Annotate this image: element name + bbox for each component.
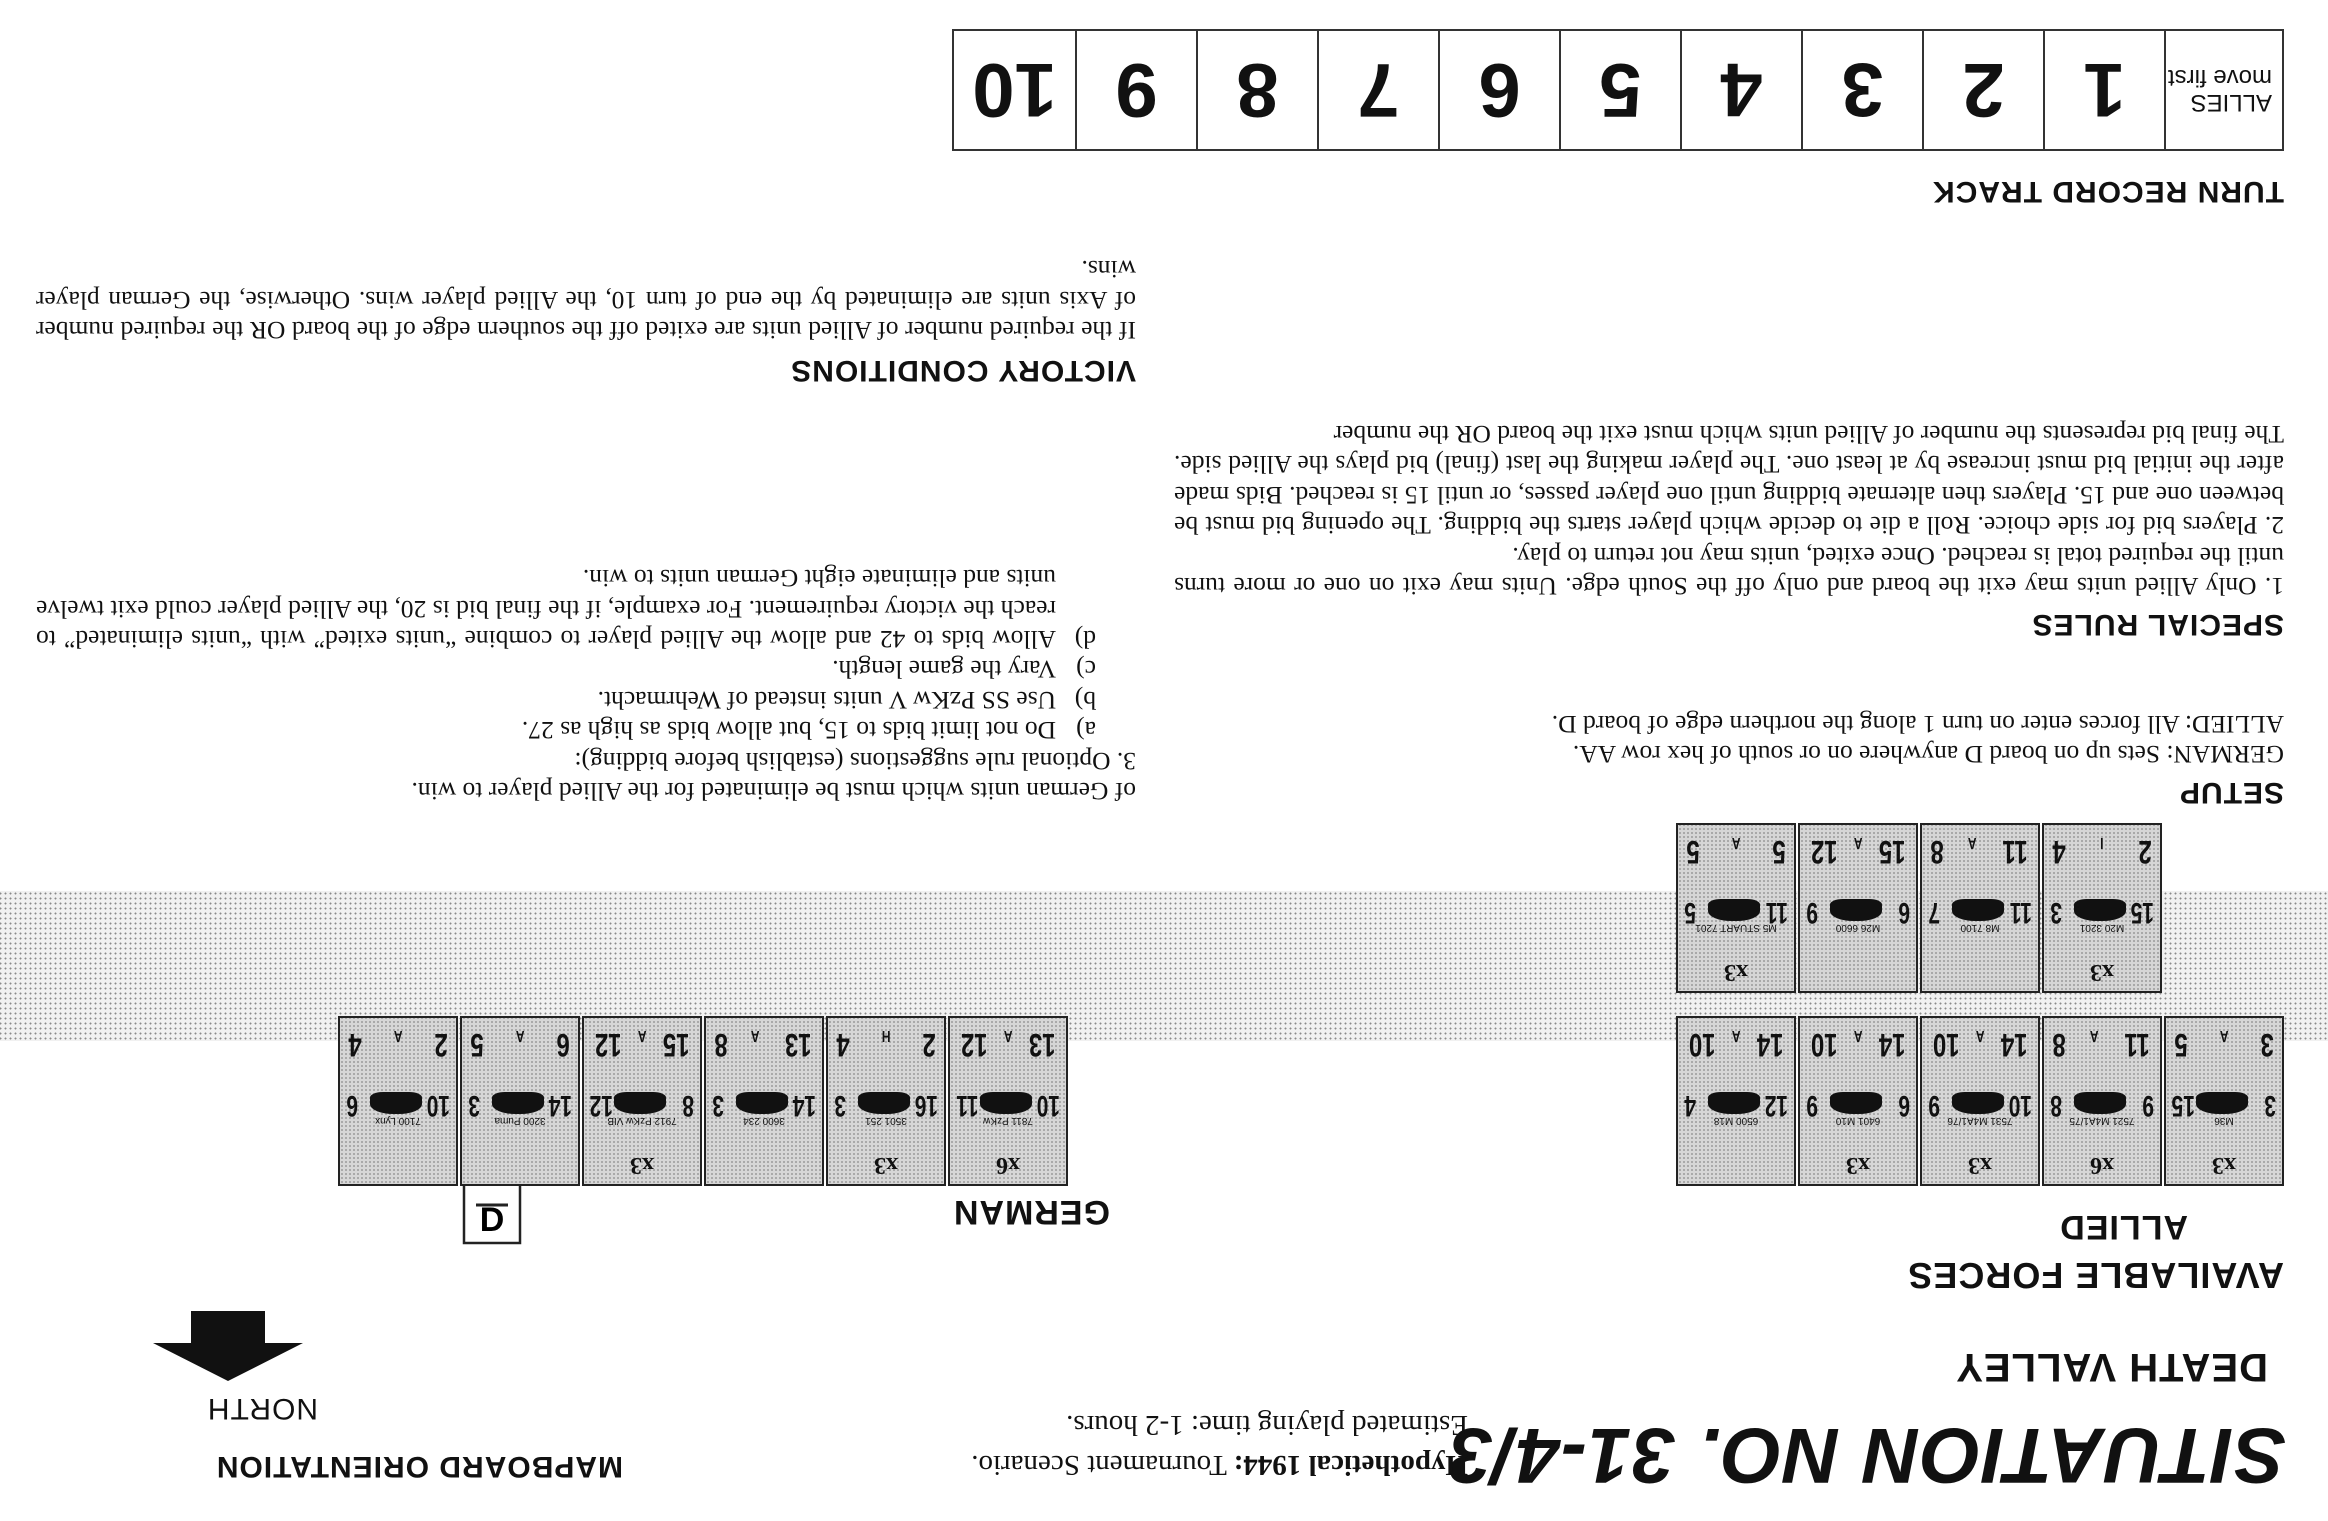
turn-record-heading: TURN RECORD TRACK [1932,175,2284,208]
victory-conditions-text: If the required number of Allied units are exited off the southern edge of the board OR the required number of Axis units are eliminated by the end of turn 10, the Allied player wins. Otherwise, the German player wins. [36,255,1136,345]
turn-cell: 7 [1317,31,1438,149]
turn-cell: 1 [2043,31,2164,149]
unit-counter: x3 10 9 7531 M4A1/76 14 A 10 [1920,1016,2040,1186]
first-mover-cell: ALLIES move first [2164,31,2282,149]
situation-title: SITUATION NO. 31-4/3 [1448,1412,2286,1500]
turn-record-track [952,29,2284,151]
unit-counter: x3 15 3 M20 3201 2 I 4 [2042,823,2162,993]
turn-cell: 9 [1075,31,1196,149]
unit-counter: x3 11 5 M5 STUART 7201 5 A 5 [1676,823,1796,993]
mapboard-orientation-title: MAPBOARD ORIENTATION [215,1450,623,1483]
unit-counter: 12 4 6500 M18 14 A 10 [1676,1016,1796,1186]
vehicle-silhouette-icon [1708,899,1760,921]
special-rules-continued [36,563,1136,806]
setup-german: GERMAN: Sets up on board D anywhere on or south of hex row AA. [1572,740,2284,769]
option-b: b) Use SS PzKw V units instead of Wehrmacht. [597,685,1096,715]
vehicle-silhouette-icon [736,1092,788,1114]
scenario-description [971,1448,1468,1481]
vehicle-silhouette-icon [980,1092,1032,1114]
allied-heading: ALLIED [2059,1208,2188,1246]
vehicle-silhouette-icon [1952,899,2004,921]
unit-counter: 14 3 3600 234 13 A 8 [704,1016,824,1186]
setup-text [1174,708,2284,769]
unit-counter: 6 9 M26 6600 15 A 12 [1798,823,1918,993]
special-rule-2-continued: of German units which must be eliminated for the Allied player to win. [411,777,1136,806]
vehicle-silhouette-icon [1952,1092,2004,1114]
vehicle-silhouette-icon [370,1092,422,1114]
german-counters-row [336,1016,1068,1186]
hypothetical-label: Hypothetical 1944: [1233,1449,1468,1481]
allied-counters-row-1 [1674,1016,2284,1186]
vehicle-silhouette-icon [492,1092,544,1114]
scenario-type: Tournament Scenario. [971,1449,1227,1481]
turn-cell: 3 [1801,31,1922,149]
vehicle-silhouette-icon [2196,1092,2248,1114]
special-rule-1: 1. Only Allied units may exit the board and only off the South edge. Units may exit on one or more turns until the required total is reached. Once exited, units may not return to play. [1174,541,2284,601]
vehicle-silhouette-icon [858,1092,910,1114]
allied-counters-row-2 [1674,823,2162,993]
vehicle-silhouette-icon [614,1092,666,1114]
playing-time: Estimated playing time: 1-2 hours. [1066,1409,1468,1441]
vehicle-silhouette-icon [2074,1092,2126,1114]
turn-cell: 8 [1196,31,1317,149]
available-forces-heading: AVAILABLE FORCES [1907,1255,2284,1296]
unit-counter: x6 9 8 7521 M4A1/75 11 A 8 [2042,1016,2162,1186]
option-c: c) Vary the game length. [832,655,1096,685]
unit-counter: 14 3 3200 Puma 6 A 5 [460,1016,580,1186]
victory-conditions-heading: VICTORY CONDITIONS [790,354,1136,387]
turn-cell: 10 [972,47,1057,133]
unit-counter: x3 8 12 7912 PzKw VIB 15 A 12 [582,1016,702,1186]
unit-counter: 10 6 7100 Lynx 2 A 4 [338,1016,458,1186]
unit-counter: x3 3 15 M36 3 A 5 [2164,1016,2284,1186]
option-a: a) Do not limit bids to 15, but allow bids as high as 27. [521,716,1096,746]
setup-allied: ALLIED: All forces enter on turn 1 along the northern edge of board D. [1551,709,2284,739]
north-arrow-icon [153,1311,303,1381]
turn-cell: 6 [1438,31,1559,149]
vehicle-silhouette-icon [1830,1092,1882,1114]
turn-cell: 5 [1559,31,1680,149]
north-label: NORTH [206,1392,318,1425]
board-label: D [479,1201,505,1239]
vehicle-silhouette-icon [2074,899,2126,921]
unit-counter: x3 16 3 3501 251 2 H 4 [826,1016,946,1186]
special-rule-2: 2. Players bid for side choice. Roll a die to decide which player starts the bidding. The opening bid must be between one and 15. Players then alternate bidding until one player passes, or until 15 is reached. Bids made after the initial bid must increase by at least one. The player making the last (final) bid plays the Allied side. The final bid represents the number of Allied units which must exit the board OR the number [1174,419,2284,541]
german-heading: GERMAN [952,1193,1110,1231]
unit-counter: x6 10 11 7811 PzKw 13 A 12 [948,1016,1068,1186]
special-rules-text [1174,419,2284,601]
turn-cell: 4 [1680,31,1801,149]
vehicle-silhouette-icon [1830,899,1882,921]
setup-heading: SETUP [2178,776,2284,809]
option-d: d) Allow bids to 42 and allow the Allied player to combine “units exited” with “units eliminated” to reach the victory requirement. For example, if the final bid is 20, the Allied player could exit twelve units and eliminate eight German units to win. [36,564,1096,654]
turn-cell: 2 [1922,31,2043,149]
scenario-name: DEATH VALLEY [1955,1345,2268,1389]
special-rules-heading: SPECIAL RULES [2031,608,2284,641]
unit-counter: 11 7 M8 7100 11 A 8 [1920,823,2040,993]
vehicle-silhouette-icon [1708,1092,1760,1114]
special-rule-3: 3. Optional rule suggestions (establish before bidding): [574,746,1136,776]
unit-counter: x3 6 9 6401 M10 14 A 10 [1798,1016,1918,1186]
